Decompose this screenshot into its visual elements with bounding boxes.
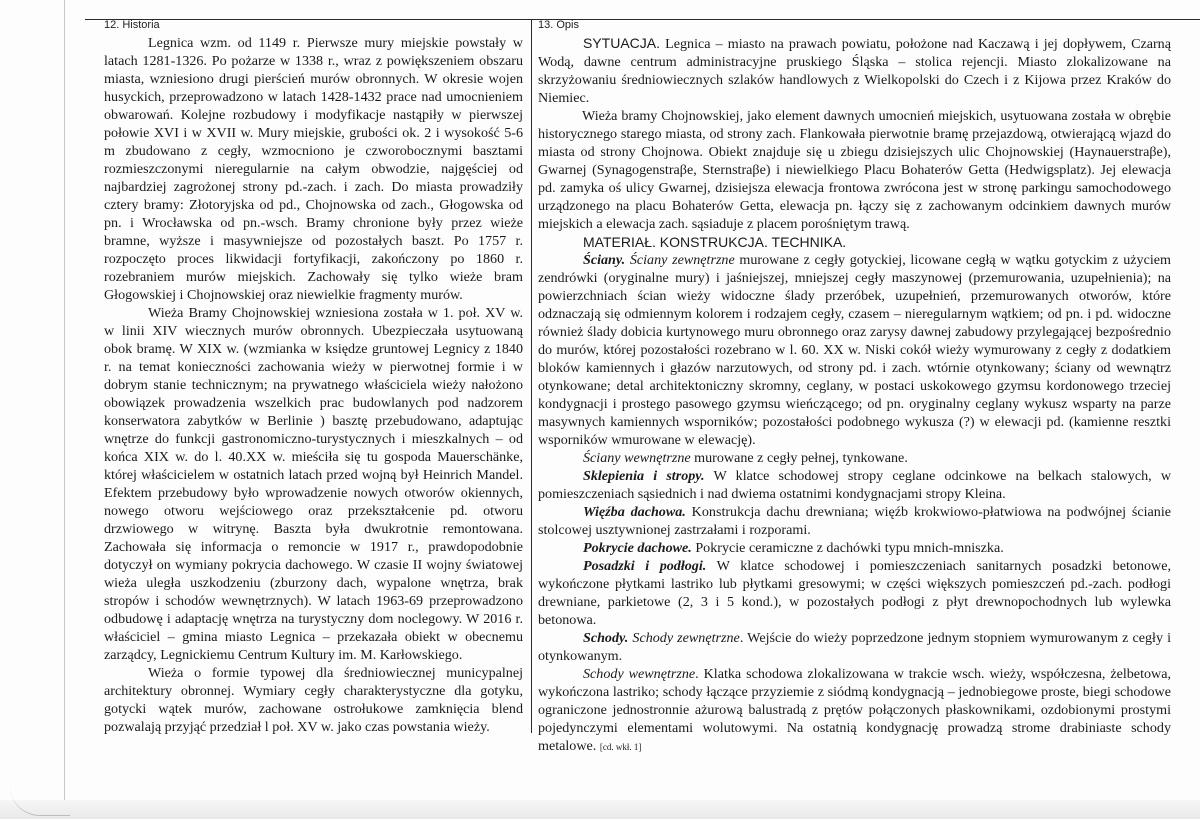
sciany-wewnetrzne-text: murowane z cegły pełnej, tynkowane.	[690, 450, 908, 466]
schody-zewnetrzne-label: Schody zewnętrzne	[632, 630, 740, 646]
historia-column	[104, 34, 523, 736]
posadzki-label: Posadzki i podłogi.	[583, 558, 707, 574]
sciany-label: Ściany.	[583, 252, 626, 268]
wiezba-text: Konstrukcja dachu drewniana; więźb krokwiowo-płatwiowa na podwójnej ścianie stolcowej usztywnionej zastrzałami i rozporami.	[538, 504, 1171, 538]
historia-paragraph-3: Wieża o formie typowej dla średniowiecznej municypalnej architektury obronnej. Wymiary cegły charakterystyczne dla gotyku, gotycki wątek murów, zachowane ostrołukowe zamknięcia blend pozwalają przyjąć przedział l poł. XV w. jako czas powstania wieży.	[104, 665, 523, 735]
column-divider	[531, 19, 532, 733]
historia-paragraph-2: Wieża Bramy Chojnowskiej wzniesiona została w 1. poł. XV w. w linii XIV wiecznych murów obronnych. Ubezpieczała usytuowaną obok bramę. W XIX w. (wzmianka w księdze gruntowej Legnicy z 1840 r. na temat konieczności zachowania wieży w pierwotnej formie i w dobrym stanie technicznym; na prywatnego właściciela wieży nałożono obowiązek prowadzenia wszelkich prac budowlanych pod nadzorem konserwatora zabytków w Berlinie ) basztę przebudowano, adaptując wnętrze do funkcji gastronomiczno-turystycznych i mieszkalnych – od końca XIX w. do l. 40.XX w. mieściła się tu gospoda Mauerschänke, której właścicielem w ostatnich latach przed wojną był Heinrich Mandel. Efektem przebudowy było wprowadzenie nowych otworów okiennych, nowego otworu wejściowego oraz przekształcenie pd. otworu drzwiowego w witrynę. Baszta była dwukrotnie remontowana. Zachowała się informacja o remoncie w 1917 r., prawdopodobnie dotyczył on wymiany pokrycia dachowego. W czasie II wojny światowej wieża uległa uszkodzeniu (zburzony dach, wypalone wnętrza, brak stropów i schodów wewnętrznych). W latach 1963-69 przeprowadzono odbudowę i adaptację wnętrza na turystyczny dom noclegowy. W 2016 r. właściciel – gmina miasto Legnica – przekazała obiekt w obecnemu zarządcy, Legnickiemu Centrum Kultury im. M. Karłowskiego.	[104, 305, 523, 663]
pokrycie-paragraph	[538, 539, 1171, 557]
page-bottom-shadow	[0, 800, 1200, 819]
sytuacja-heading: SYTUACJA.	[583, 35, 661, 51]
sciany-wewnetrzne-paragraph	[538, 449, 1171, 467]
sklepienia-label: Sklepienia i stropy.	[583, 468, 705, 484]
section-label-opis: 13. Opis	[538, 19, 579, 31]
schody-zewnetrzne-text: . Wejście do wieży poprzedzone jednym stopniem wymurowanym z cegły i otynkowanym.	[538, 630, 1172, 664]
sklepienia-paragraph	[538, 467, 1171, 503]
schody-wewnetrzne-label: Schody wewnętrzne	[583, 666, 696, 682]
sytuacja-text-1: Legnica – miasto na prawach powiatu, położone nad Kaczawą i jej dopływem, Czarną Wodą, dawne centrum administracyjne pruskiego Śląska – stolica rejencji. Miasto zlokalizowane na skrzyżowaniu średniowiecznych szlaków handlowych z Wielkopolski do Czech i z Kijowa przez Kraków do Niemiec.	[538, 36, 1171, 106]
continuation-note: [cd. wkł. 1]	[599, 742, 642, 752]
sciany-zewnetrzne-paragraph	[538, 251, 1171, 449]
pokrycie-label: Pokrycie dachowe.	[583, 540, 692, 556]
sciany-zewnetrzne-text: murowane z cegły gotyckiej, licowane cegłą w wątku gotyckim z użyciem zendrówki (oryginalne mury) i jaśniejszej, mniejszej cegły maszynowej (przemurowania, uzupełnienia); na powierzchniach ścian wieży widoczne ślady przeróbek, uzupełnień, przemurowanych otworów, które odznaczają się odmiennym kolorem i rodzajem cegły, czasem – nieregularnym wątkiem; od pn. i pd. widoczne również ślady dobicia kurtynowego muru obronnego oraz zarysy dawnej zabudowy przylegającej bezpośrednio do murów, której pozostałości rozebrano w l. 60. XX w. Niski cokół wieży wymurowany z cegły z dodatkiem bloków kamiennych i głazów narzutowych, od strony pd. i zach. wtórnie otynkowany; ściany od wewnątrz otynkowane; detal architektoniczny skromny, ceglany, w postaci uskokowego gzymsu kordonowego trzeciej kondygnacji i prostego pasowego gzymsu wieńczącego; od pn. oryginalny ceglany wykusz wsparty na parze masywnych kamiennych wsporników; pozostałości podobnego wykusza (?) w elewacji pd. (kamienne resztki wsporników wmurowane w elewację).	[538, 252, 1171, 448]
schody-wewnetrzne-text: . Klatka schodowa zlokalizowana w trakcie wsch. wieży, współczesna, żelbetowa, wykończona lastriko; schody łączące przyziemie z siódmą kondygnacją – jednobiegowe proste, biegi schodowe ograniczone jednostronnie ażurową balustradą z prętów połączonych płaskownikami, ozdobionymi prostymi pojedynczymi elementami wolutowymi. Na ostatnią kondygnację prowadzą strome drabiniaste schody metalowe.	[538, 666, 1171, 754]
sciany-zewnetrzne-label: Ściany zewnętrzne	[629, 252, 735, 268]
material-heading: MATERIAŁ. KONSTRUKCJA. TECHNIKA.	[583, 234, 847, 250]
opis-column	[538, 34, 1171, 756]
sytuacja-paragraph-1	[538, 34, 1171, 107]
section-label-historia: 12. Historia	[104, 19, 160, 31]
schody-zewnetrzne-paragraph	[538, 629, 1171, 665]
sklepienia-text: W klatce schodowej stropy ceglane odcinkowe na belkach stalowych, w pomieszczeniach sąsiednich i nad dwiema ostatnimi kondygnacjami stropy Kleina.	[538, 468, 1171, 502]
wiezba-paragraph	[538, 503, 1171, 539]
pokrycie-text: Pokrycie ceramiczne z dachówki typu mnich-mniszka.	[691, 540, 1004, 556]
wiezba-label: Więźba dachowa.	[583, 504, 686, 520]
historia-paragraph-1: Legnica wzm. od 1149 r. Pierwsze mury miejskie powstały w latach 1281-1326. Po pożarze w 1338 r., wraz z powiększeniem obszaru miasta, wzniesiono drugi pierścień murów obronnych. W okresie wojen husyckich, przeprowadzono w latach 1428-1432 prace nad umocnieniem obwarowań. Kolejne rozbudowy i modyfikacje nastąpiły w pierwszej połowie XVI i w XVII w. Mury miejskie, grubości ok. 2 i wysokość 5-6 m zbudowano z cegły, wzmocniono je czworobocznymi basztami rozmieszczonymi nieregularnie na całym obwodzie, najgęściej od najbardziej zagrożonej strony pd.-zach. i zach. Do miasta prowadziły cztery bramy: Złotoryjska od pd., Chojnowska od zach., Głogowska od pn. i Wrocławska od pn.-wsch. Bramy chronione były przez wieże bramne, wyższe i masywniejsze od pozostałych baszt. Po 1757 r. rozpoczęto proces likwidacji fortyfikacji, zakończony po 1860 r. rozebraniem murów miejskich. Zachowały się tylko wieże bram Głogowskiej i Chojnowskiej oraz niewielkie fragmenty murów.	[104, 35, 523, 303]
sciany-wewnetrzne-label: Ściany wewnętrzne	[583, 450, 691, 466]
posadzki-text: W klatce schodowej i pomieszczeniach sanitarnych posadzki betonowe, wykończone płytkami lastriko lub płytkami gresowymi; w części większych pomieszczeń pd.-zach. podłogi drewniane, parkietowe (2, 3 i 5 kond.), w pozostałych podłogi z płyt drewnopochodnych lub wylewka betonowa.	[538, 558, 1171, 628]
header-rule	[85, 19, 1200, 20]
posadzki-paragraph	[538, 557, 1171, 629]
sytuacja-paragraph-2: Wieża bramy Chojnowskiej, jako element dawnych umocnień miejskich, usytuowana została w obrębie historycznego starego miasta, od strony zach. Flankowała pierwotnie bramę przejazdową, otwierającą wjazd do miasta od strony Chojnowa. Obiekt znajduje się u zbiegu dzisiejszych ulic Chojnowskiej (Haynauerstraβe), Gwarnej (Synagogenstraβe, Sternstraβe) i niewielkiego Placu Bohaterów Getta (Hedwigsplatz). Jej elewacja pd. zamyka oś ulicy Gwarnej, dzisiejsza elewacja frontowa zwrócona jest w stronę parkingu samochodowego urządzonego na placu Bohaterów Getta, elewacja pn. łączy się z zachowanym odcinkiem dawnych murów miejskich a elewacja zach. sąsiaduje z placem porośniętym trawą.	[538, 108, 1171, 232]
schody-label: Schody.	[583, 630, 629, 646]
schody-wewnetrzne-paragraph	[538, 665, 1171, 756]
page-edge-line	[64, 0, 65, 819]
